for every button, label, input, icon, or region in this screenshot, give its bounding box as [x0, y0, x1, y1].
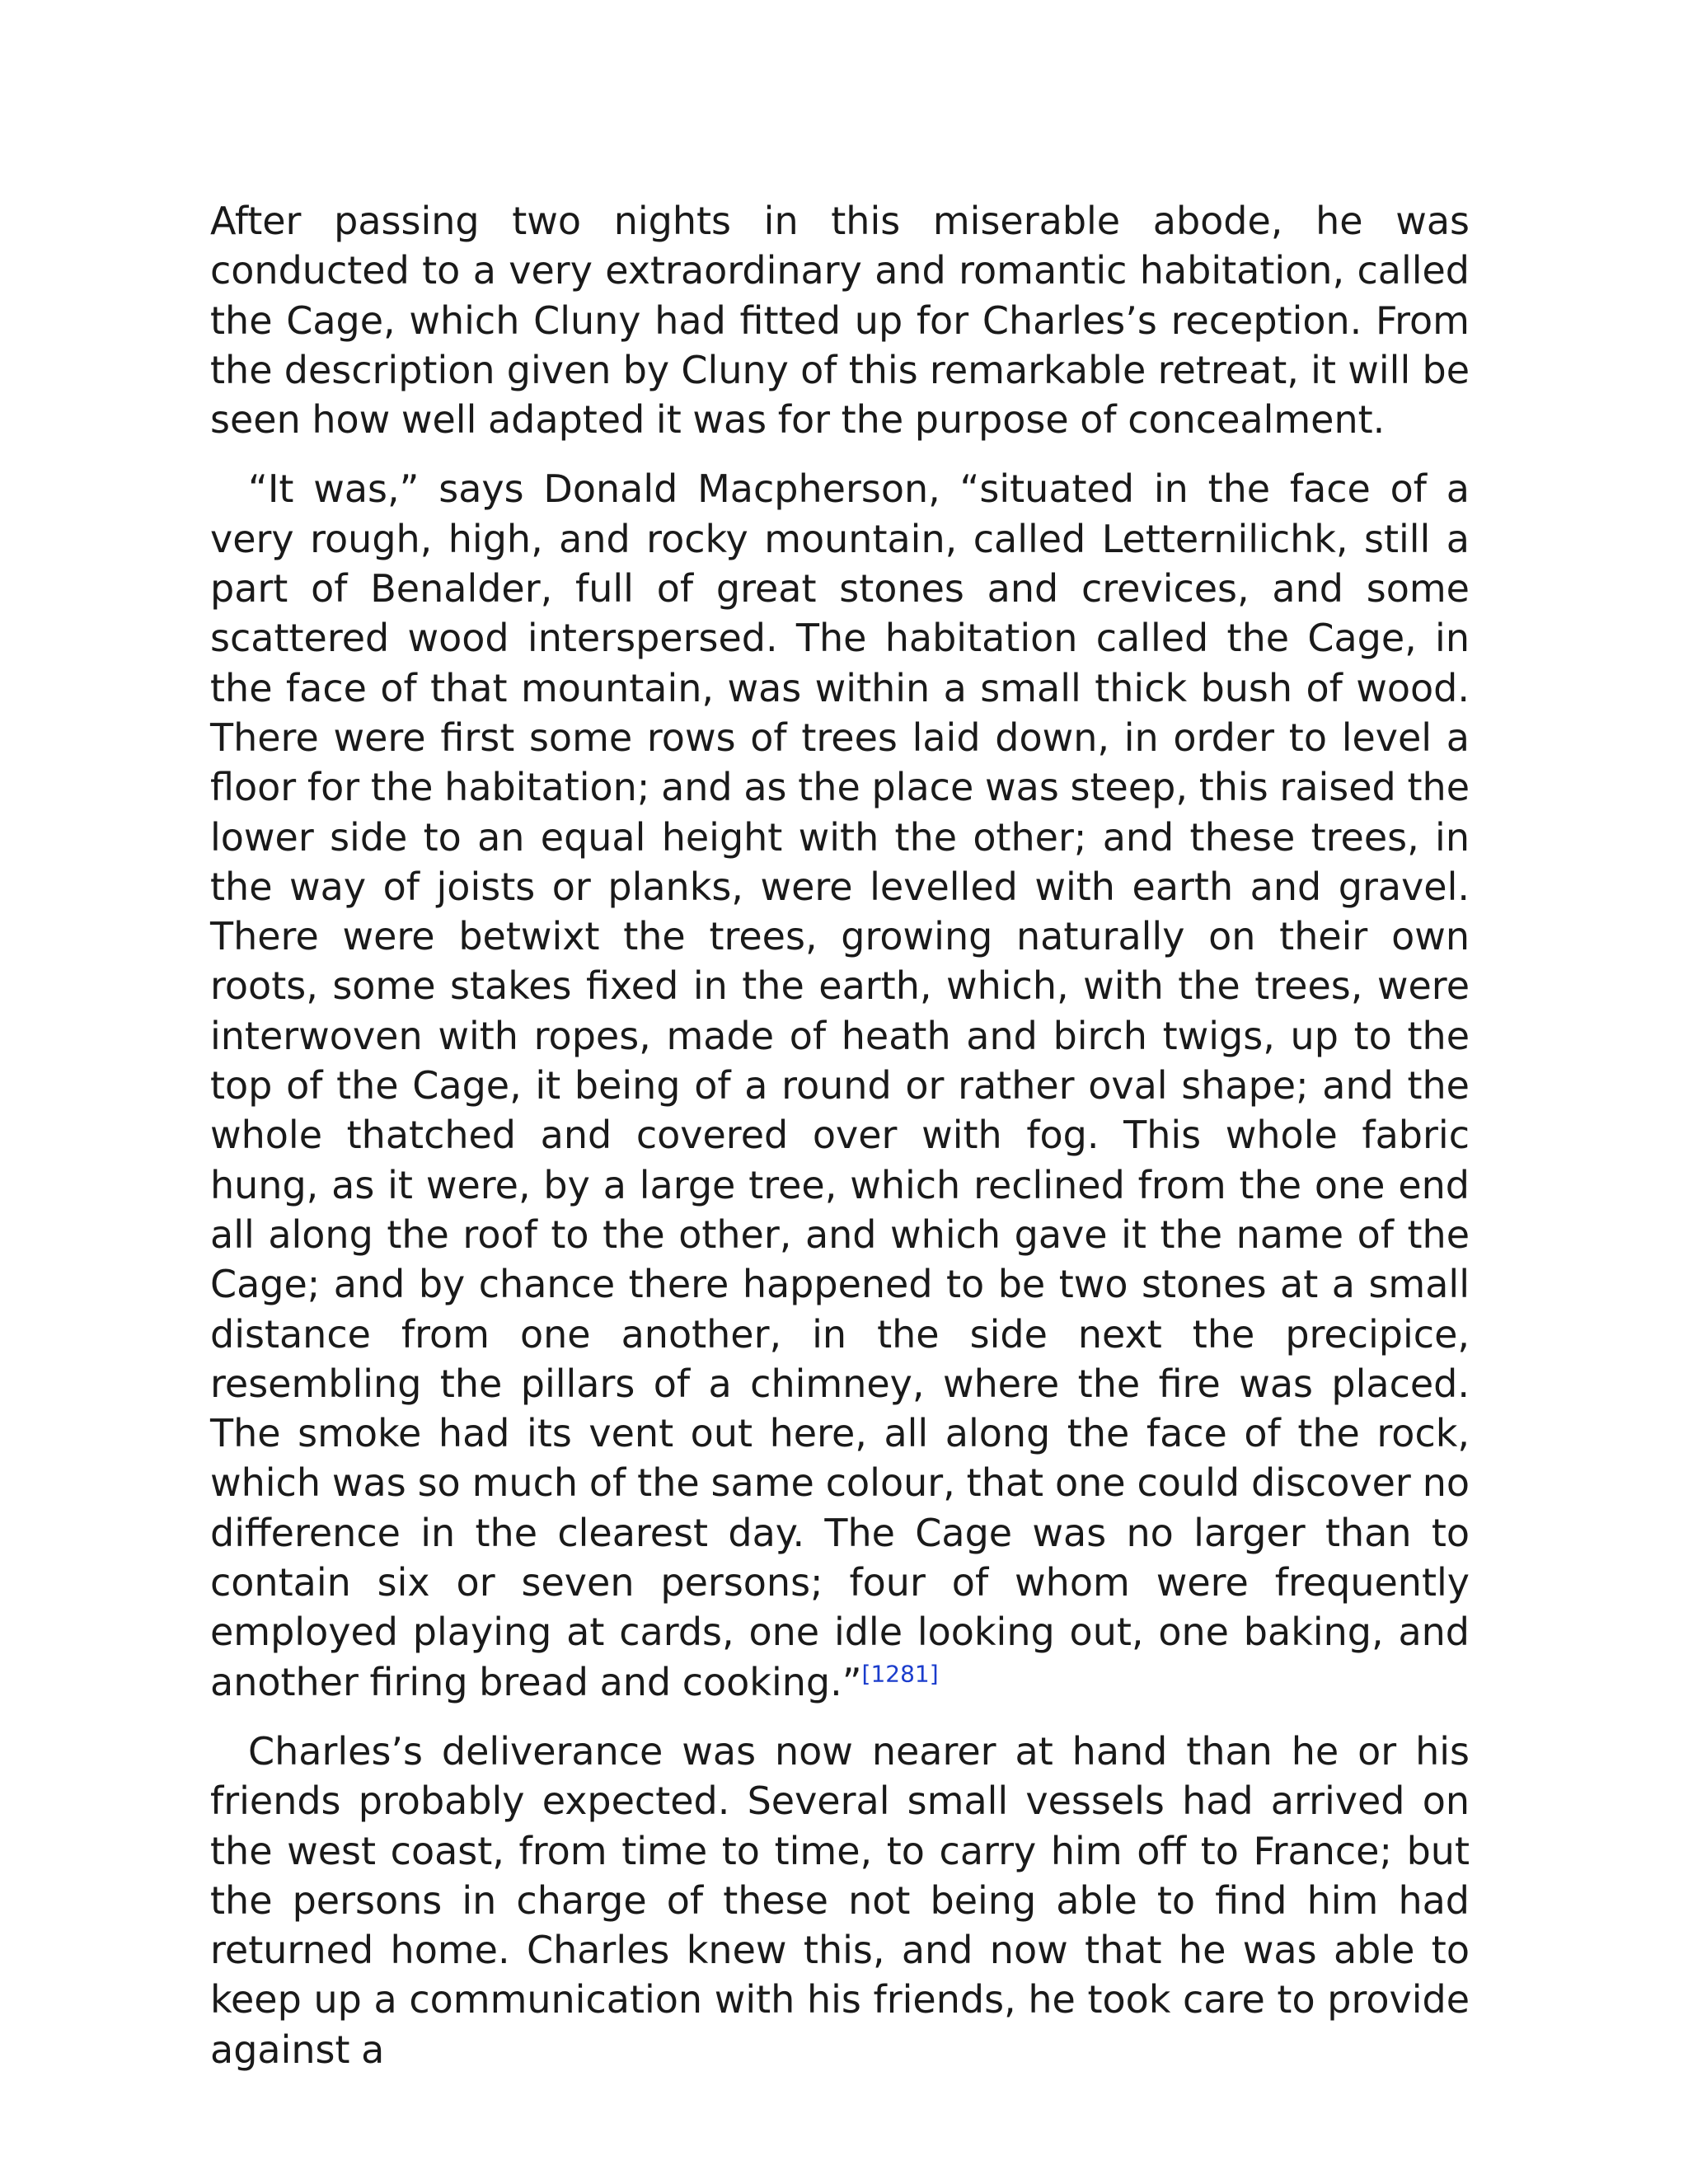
paragraph-text: “It was,” says Donald Macpherson, “situated in the face of a very rough, high, and rocky mountain, called Letternilichk, still a part of Benalder, full of great stones and crevices, and some scattered wood interspersed. The habitation called the Cage, in the face of that mountain, was within a small thick bush of wood. There were first some rows of trees laid down, in order to level a floor for the habitation; and as the place was steep, this raised the lower side to an equal height with the other; and these trees, in the way of joists or planks, were levelled with earth and gravel. There were betwixt the trees, growing naturally on their own roots, some stakes fixed in the earth, which, with the trees, were interwoven with ropes, made of heath and birch twigs, up to the top of the Cage, it being of a round or rather oval shape; and the whole thatched and covered over with fog. This whole fabric hung, as it were, by a large tree, which reclined from the one end all along the roof to the other, and which gave it the name of the Cage; and by chance there happened to be two stones at a small distance from one another, in the side next the precipice, resembling the pillars of a chimney, where the fire was placed. The smoke had its vent out here, all along the face of the rock, which was so much of the same colour, that one could discover no difference in the clearest day. The Cage was no larger than to contain six or seven persons; four of whom were frequently employed playing at cards, one idle looking out, one baking, and another firing bread and cooking.”	[210, 466, 1470, 1704]
paragraph-text: After passing two nights in this miserable abode, he was conducted to a very extraordinary and romantic habitation, called the Cage, which Cluny had fitted up for Charles’s reception. From the description given by Cluny of this remarkable retreat, it will be seen how well adapted it was for the purpose of concealment.	[210, 199, 1470, 443]
paragraph-deliverance	[210, 1727, 1470, 2074]
footnote-link[interactable]: [1281]	[861, 1660, 939, 1688]
page-body	[210, 196, 1470, 2074]
paragraph-macpherson-quote	[210, 464, 1470, 1706]
paragraph-cage-intro	[210, 196, 1470, 444]
paragraph-text: Charles’s deliverance was now nearer at hand than he or his friends probably expected. Several small vessels had arrived on the west coast, from time to time, to carry him off to France; but the persons in charge of these not being able to find him had returned home. Charles knew this, and now that he was able to keep up a communication with his friends, he took care to provide against a	[210, 1728, 1470, 2072]
